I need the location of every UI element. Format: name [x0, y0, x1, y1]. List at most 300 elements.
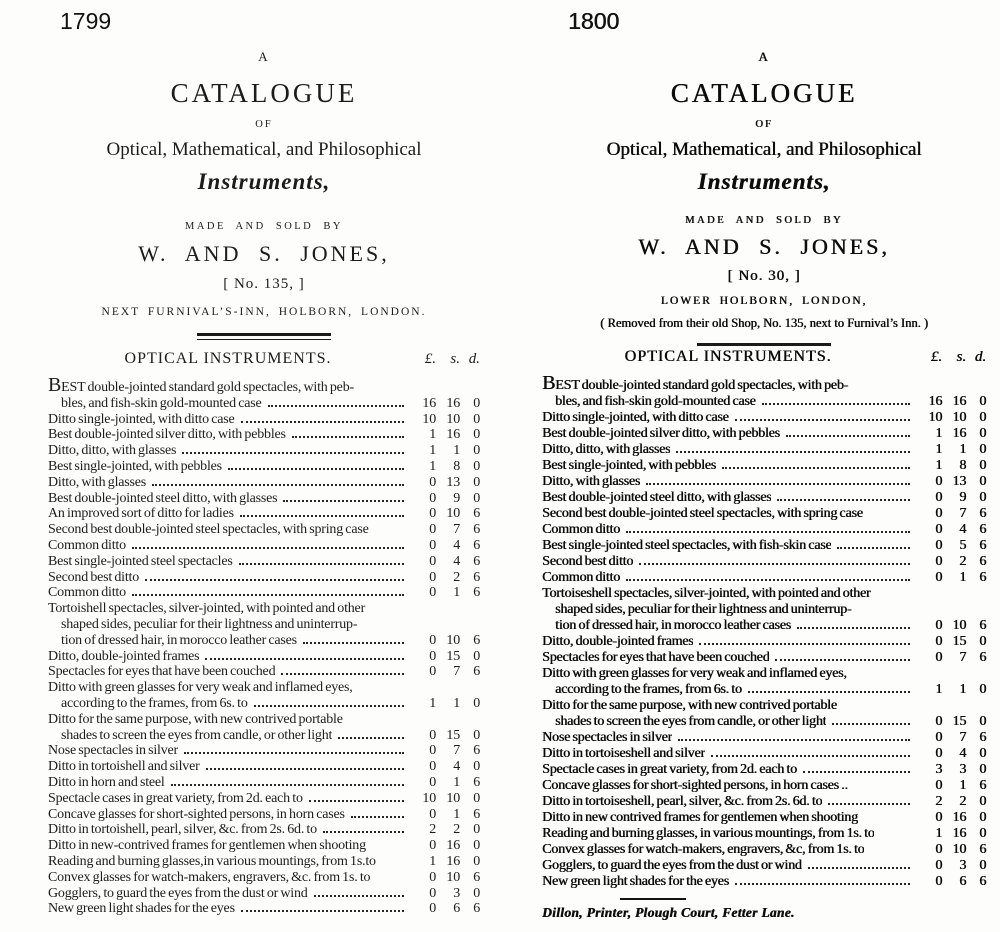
item-label: Gogglers, to guard the eyes from the dust or wind	[542, 858, 802, 873]
price-shillings: 1	[959, 778, 966, 793]
item-label: Convex glasses for watch-makers, engravers, &c. from 1s. to	[48, 869, 371, 885]
item-label: shades to screen the eyes from candle, or other light	[555, 714, 827, 729]
item-label: Best double-jointed silver ditto, with pebbles	[542, 426, 780, 441]
price-pence: 0	[473, 759, 480, 775]
catalog-page-1799	[0, 0, 490, 932]
page-title: CATALOGUE	[670, 78, 858, 108]
catalog-item	[48, 375, 480, 412]
price-pounds: 0	[429, 774, 436, 790]
price-pounds: 0	[429, 585, 436, 601]
dot-leader	[748, 690, 910, 693]
price-shillings: 16	[446, 427, 460, 443]
item-price-row	[542, 474, 986, 490]
dot-leader	[283, 499, 404, 502]
catalog-item	[48, 601, 480, 648]
header-rule	[197, 333, 331, 340]
price-pence: 6	[473, 869, 480, 885]
catalog-item	[48, 743, 480, 759]
dot-leader	[837, 546, 910, 549]
price-shillings: 9	[959, 490, 966, 505]
item-price-row	[48, 807, 480, 823]
price-shillings: 2	[453, 569, 460, 585]
price-shillings: 10	[952, 842, 966, 857]
item-line: Ditto for the same purpose, with new contrived portable	[48, 711, 343, 727]
price-shillings: 10	[446, 506, 460, 522]
maker-name: W. AND S. JONES,	[138, 241, 390, 266]
title-block-1800	[542, 49, 986, 346]
optical-instruments-list-1800	[542, 373, 986, 890]
price-shillings: 16	[446, 838, 460, 854]
item-line: Ditto with green glasses for very weak and inflamed eyes,	[48, 680, 353, 696]
item-label: Reading and burning glasses, in various mountings, from 1s. to	[542, 826, 875, 841]
catalog-item	[542, 762, 986, 778]
price-pence: 6	[473, 632, 480, 648]
price-pounds: 16	[422, 395, 436, 411]
catalog-item	[542, 410, 986, 426]
price-shillings: 2	[959, 794, 966, 809]
item-price-row	[542, 426, 986, 442]
catalog-item	[48, 649, 480, 665]
item-label: Ditto, with glasses	[48, 474, 147, 490]
price-shillings: 7	[453, 743, 460, 759]
price-shillings: 7	[959, 730, 966, 745]
dot-leader	[281, 672, 404, 675]
item-label: Spectacles for eyes that have been couched	[542, 650, 770, 665]
item-label: Ditto in tortoiseshell and silver	[542, 746, 705, 761]
price-shillings: 4	[453, 553, 460, 569]
item-price-row	[48, 886, 480, 902]
currency-header-pounds: £.	[424, 351, 436, 367]
price-pounds: 0	[429, 522, 436, 538]
price-shillings: 7	[453, 522, 460, 538]
catalog-item	[542, 554, 986, 570]
dot-leader	[303, 641, 404, 644]
price-shillings: 4	[959, 522, 966, 537]
dot-leader	[338, 736, 404, 739]
dot-leader	[786, 434, 910, 437]
price-shillings: 15	[952, 714, 966, 729]
catalog-item	[542, 442, 986, 458]
item-label: according to the frames, from 6s. to	[61, 695, 248, 711]
catalog-item	[48, 870, 480, 886]
item-label: Common ditto	[48, 537, 126, 553]
dot-leader	[228, 467, 404, 470]
item-price-row	[542, 410, 986, 426]
price-pounds: 1	[429, 427, 436, 443]
printer-imprint: Dillon, Printer, Plough Court, Fetter Lane.	[542, 905, 795, 920]
price-pence: 0	[473, 648, 480, 664]
section-header-row	[48, 350, 480, 368]
catalog-item	[48, 538, 480, 554]
item-label: New green light shades for the eyes	[48, 901, 235, 917]
of-label: OF	[755, 119, 773, 130]
item-price-row	[542, 634, 986, 650]
price-shillings: 16	[446, 395, 460, 411]
currency-header-shillings: s.	[450, 351, 460, 367]
item-label: Best single-jointed, with pebbles	[542, 458, 716, 473]
item-label: Ditto in tortoishell and silver	[48, 759, 200, 775]
dot-leader	[626, 530, 910, 533]
item-label: Ditto, ditto, with glasses	[48, 443, 177, 459]
price-pence: 0	[979, 394, 986, 409]
price-shillings: 16	[952, 394, 966, 409]
item-label: Concave glasses for short-sighted persons, in horn cases ..	[542, 778, 848, 793]
price-shillings: 3	[959, 762, 966, 777]
item-label: according to the frames, from 6s. to	[555, 682, 742, 697]
item-price-row	[48, 838, 480, 854]
item-price-row	[48, 854, 480, 870]
price-shillings: 15	[446, 727, 460, 743]
item-price-row	[542, 442, 986, 458]
price-pounds: 1	[935, 426, 942, 441]
price-shillings: 7	[959, 506, 966, 521]
price-shillings: 10	[952, 618, 966, 633]
catalog-item	[48, 664, 480, 680]
title-block-1799	[48, 49, 480, 340]
item-line: shaped sides, peculiar for their lightness and uninterrup-	[555, 602, 852, 617]
price-pence: 6	[979, 730, 986, 745]
price-pence: 6	[979, 538, 986, 553]
catalog-item	[542, 426, 986, 442]
dot-leader	[735, 882, 910, 885]
price-shillings: 16	[952, 826, 966, 841]
price-pounds: 1	[429, 695, 436, 711]
dot-leader	[240, 514, 404, 517]
catalog-item	[48, 775, 480, 791]
price-pence: 6	[473, 537, 480, 553]
price-pence: 0	[473, 695, 480, 711]
item-label: Best double-jointed steel ditto, with glasses	[542, 490, 772, 505]
item-price-row	[48, 870, 480, 886]
price-pounds: 0	[429, 901, 436, 917]
dot-leader	[323, 830, 404, 833]
item-label: Best double-jointed silver ditto, with pebbles	[48, 427, 286, 443]
price-shillings: 4	[453, 537, 460, 553]
item-price-row	[542, 570, 986, 586]
catalog-item	[48, 491, 480, 507]
price-shillings: 16	[446, 853, 460, 869]
dot-leader	[722, 466, 910, 469]
price-pence: 6	[473, 522, 480, 538]
price-pounds: 1	[935, 682, 942, 697]
item-label: Best double-jointed steel ditto, with glasses	[48, 490, 278, 506]
price-pounds: 10	[928, 410, 942, 425]
item-label: tion of dressed hair, in morocco leather cases	[61, 632, 297, 648]
price-shillings: 4	[959, 746, 966, 761]
item-label: Common ditto	[542, 522, 620, 537]
item-price-row	[542, 826, 986, 842]
header-rule	[697, 343, 831, 346]
price-pounds: 1	[429, 443, 436, 459]
article-a: A	[258, 49, 270, 64]
price-shillings: 13	[446, 474, 460, 490]
item-price-row	[48, 427, 480, 443]
dot-leader	[241, 420, 404, 423]
dot-leader	[254, 704, 404, 707]
price-pounds: 0	[429, 553, 436, 569]
article-a: A	[758, 49, 770, 64]
dot-leader	[803, 770, 910, 773]
catalog-item	[48, 585, 480, 601]
dot-leader	[646, 482, 910, 485]
catalog-item	[48, 427, 480, 443]
item-price-row	[48, 522, 480, 538]
item-label: Best single-jointed steel spectacles	[48, 553, 233, 569]
item-label: shades to screen the eyes from candle, or other light	[61, 727, 333, 743]
maker-name: W. AND S. JONES,	[638, 234, 890, 259]
catalog-item	[542, 586, 986, 634]
catalog-item	[542, 522, 986, 538]
price-pence: 6	[473, 553, 480, 569]
price-pence: 6	[473, 569, 480, 585]
price-pence: 6	[979, 874, 986, 889]
item-price-row	[542, 522, 986, 538]
catalog-item	[542, 778, 986, 794]
price-pounds: 2	[935, 794, 942, 809]
price-pence: 0	[979, 474, 986, 489]
price-pounds: 0	[429, 537, 436, 553]
catalog-item	[542, 730, 986, 746]
price-pence: 0	[473, 427, 480, 443]
item-line: Tortoiseshell spectacles, silver-jointed, with pointed and other	[542, 586, 871, 601]
price-shillings: 3	[453, 885, 460, 901]
subject-line: Optical, Mathematical, and Philosophical	[106, 139, 422, 160]
masthead-1800	[542, 10, 986, 346]
catalog-item	[542, 874, 986, 890]
item-price-row	[542, 778, 986, 794]
price-shillings: 8	[959, 458, 966, 473]
catalog-item	[542, 794, 986, 810]
address-line: LOWER HOLBORN, LONDON,	[660, 295, 868, 307]
item-line: BEST double-jointed standard gold spectacles, with peb-	[48, 374, 354, 396]
catalog-item	[542, 698, 986, 730]
price-pounds: 0	[935, 842, 942, 857]
item-price-row	[542, 858, 986, 874]
catalog-item	[48, 854, 480, 870]
price-pence: 0	[979, 682, 986, 697]
item-line: Ditto for the same purpose, with new contrived portable	[542, 698, 837, 713]
price-pounds: 0	[935, 474, 942, 489]
item-price-row	[542, 762, 986, 778]
price-shillings: 6	[959, 874, 966, 889]
dot-leader	[351, 815, 404, 818]
price-pence: 6	[979, 650, 986, 665]
price-pence: 0	[979, 762, 986, 777]
item-label: Common ditto	[48, 585, 126, 601]
catalog-item	[48, 459, 480, 475]
price-pounds: 0	[429, 806, 436, 822]
price-pounds: 0	[429, 474, 436, 490]
item-price-row	[48, 775, 480, 791]
price-pounds: 0	[429, 632, 436, 648]
price-pounds: 0	[935, 506, 942, 521]
price-shillings: 13	[952, 474, 966, 489]
item-label: Nose spectacles in silver	[48, 743, 179, 759]
catalog-item	[48, 412, 480, 428]
catalog-item	[542, 826, 986, 842]
item-label: Reading and burning glasses,in various mountings, from 1s.to	[48, 853, 376, 869]
subject-line: Optical, Mathematical, and Philosophical	[606, 139, 922, 160]
price-pence: 0	[473, 822, 480, 838]
price-shillings: 4	[453, 759, 460, 775]
catalog-item	[542, 570, 986, 586]
price-pounds: 1	[935, 458, 942, 473]
catalog-item	[48, 838, 480, 854]
price-pounds: 0	[935, 874, 942, 889]
price-pence: 6	[979, 522, 986, 537]
catalog-page-1800	[490, 0, 1000, 932]
catalog-item	[542, 666, 986, 698]
price-pence: 0	[473, 411, 480, 427]
item-price-row	[542, 458, 986, 474]
price-pounds: 0	[935, 538, 942, 553]
price-shillings: 3	[959, 858, 966, 873]
price-pounds: 1	[935, 442, 942, 457]
price-pence: 6	[473, 901, 480, 917]
catalog-item	[542, 650, 986, 666]
price-pence: 0	[473, 395, 480, 411]
price-pence: 6	[979, 570, 986, 585]
price-pounds: 0	[429, 869, 436, 885]
catalog-item	[542, 746, 986, 762]
item-price-row	[542, 554, 986, 570]
item-price-row	[542, 874, 986, 890]
price-pounds: 0	[935, 858, 942, 873]
catalog-item	[542, 373, 986, 410]
item-price-row	[48, 443, 480, 459]
item-label: Ditto, double-jointed frames	[48, 648, 200, 664]
price-shillings: 2	[453, 822, 460, 838]
item-price-row	[48, 696, 480, 712]
catalog-item	[48, 822, 480, 838]
removal-note: ( Removed from their old Shop, No. 135, next to Furnival’s Inn. )	[600, 316, 928, 330]
price-pounds: 0	[935, 522, 942, 537]
footer-rule	[620, 898, 686, 900]
dot-leader	[777, 498, 910, 501]
dot-leader	[241, 909, 404, 912]
item-label: Second best ditto	[48, 569, 140, 585]
catalog-item	[542, 474, 986, 490]
catalog-item	[48, 886, 480, 902]
item-label: bles, and fish-skin gold-mounted case	[555, 394, 756, 409]
price-pence: 6	[979, 618, 986, 633]
item-price-row	[48, 396, 480, 412]
catalog-item	[48, 570, 480, 586]
catalog-item	[48, 475, 480, 491]
price-pounds: 0	[935, 650, 942, 665]
item-label: An improved sort of ditto for ladies	[48, 506, 234, 522]
price-shillings: 1	[453, 585, 460, 601]
price-pounds: 0	[429, 664, 436, 680]
item-price-row	[542, 650, 986, 666]
price-pence: 6	[979, 506, 986, 521]
price-shillings: 1	[453, 695, 460, 711]
price-pounds: 1	[935, 826, 942, 841]
item-label: Second best double-jointed steel spectacles, with spring case	[542, 506, 863, 521]
page-title: CATALOGUE	[170, 78, 358, 108]
price-shillings: 8	[453, 458, 460, 474]
price-pence: 6	[979, 554, 986, 569]
dot-leader	[239, 562, 404, 565]
dot-leader	[828, 802, 910, 805]
price-pounds: 0	[935, 810, 942, 825]
item-price-row	[542, 618, 986, 634]
item-line: Ditto with green glasses for very weak and inflamed eyes,	[542, 666, 847, 681]
price-pounds: 0	[935, 730, 942, 745]
item-price-row	[48, 459, 480, 475]
price-shillings: 1	[453, 806, 460, 822]
price-pence: 0	[979, 858, 986, 873]
year-label-1800: 1800	[568, 10, 620, 34]
item-price-row	[542, 714, 986, 730]
section-heading: OPTICAL INSTRUMENTS.	[624, 348, 832, 365]
catalog-item	[48, 443, 480, 459]
price-pounds: 0	[935, 778, 942, 793]
price-shillings: 9	[453, 490, 460, 506]
catalog-item	[542, 458, 986, 474]
price-pounds: 0	[935, 554, 942, 569]
item-price-row	[48, 491, 480, 507]
section-heading: OPTICAL INSTRUMENTS.	[124, 350, 332, 367]
price-pence: 0	[979, 426, 986, 441]
item-price-row	[542, 682, 986, 698]
currency-header-pounds: £.	[930, 349, 942, 365]
catalog-item	[48, 759, 480, 775]
item-price-row	[48, 728, 480, 744]
item-label: Best single-jointed, with pebbles	[48, 458, 222, 474]
price-pence: 0	[979, 794, 986, 809]
dot-leader	[676, 450, 910, 453]
item-line: Tortoishell spectacles, silver-jointed, with pointed and other	[48, 601, 366, 617]
price-pounds: 0	[935, 714, 942, 729]
dot-leader	[711, 754, 910, 757]
price-shillings: 16	[952, 810, 966, 825]
item-price-row	[48, 412, 480, 428]
item-price-row	[48, 475, 480, 491]
price-pence: 0	[473, 490, 480, 506]
currency-header-pence: d.	[468, 351, 480, 367]
price-pence: 0	[979, 714, 986, 729]
price-pence: 0	[473, 458, 480, 474]
item-price-row	[48, 633, 480, 649]
item-label: Convex glasses for watch-makers, engravers, &c, from 1s. to	[542, 842, 865, 857]
item-label: tion of dressed hair, in morocco leather cases	[555, 618, 791, 633]
catalog-item	[48, 554, 480, 570]
catalog-item	[542, 538, 986, 554]
dot-leader	[797, 626, 910, 629]
dot-leader	[832, 722, 910, 725]
price-pence: 0	[473, 790, 480, 806]
of-label: OF	[255, 119, 273, 130]
item-label: Ditto, ditto, with glasses	[542, 442, 671, 457]
item-price-row	[48, 901, 480, 917]
price-pence: 0	[979, 826, 986, 841]
item-label: Ditto in tortoiseshell, pearl, silver, &c. from 2s. 6d. to	[542, 794, 823, 809]
price-pence: 0	[473, 885, 480, 901]
item-price-row	[542, 746, 986, 762]
item-label: Gogglers, to guard the eyes from the dust or wind	[48, 885, 308, 901]
price-pence: 0	[979, 458, 986, 473]
catalog-item	[542, 858, 986, 874]
price-pounds: 0	[429, 759, 436, 775]
price-pounds: 0	[429, 569, 436, 585]
item-price-row	[48, 822, 480, 838]
item-label: Second best double-jointed steel spectacles, with spring case	[48, 522, 369, 538]
item-price-row	[542, 506, 986, 522]
dot-leader	[205, 657, 404, 660]
price-shillings: 7	[453, 664, 460, 680]
price-pounds: 10	[422, 411, 436, 427]
